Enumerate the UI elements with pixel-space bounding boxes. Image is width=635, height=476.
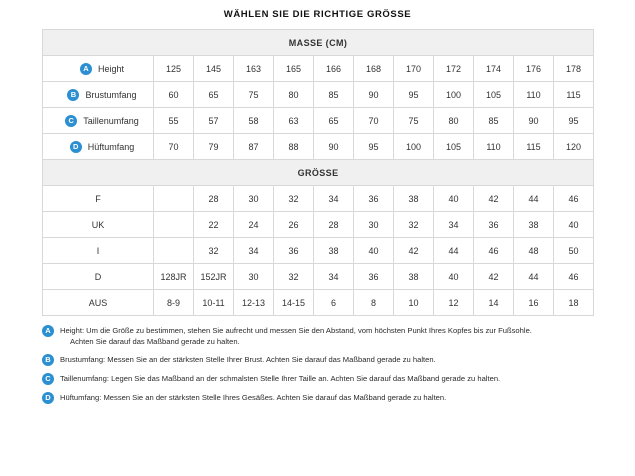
table-cell: 55 xyxy=(154,108,194,134)
table-cell: 88 xyxy=(274,134,314,160)
table-cell xyxy=(154,186,194,212)
table-cell: 36 xyxy=(354,186,394,212)
table-row xyxy=(43,186,594,212)
measurement-instructions xyxy=(42,325,593,404)
table-cell: 75 xyxy=(394,108,434,134)
table-cell xyxy=(154,212,194,238)
badge-b-icon: B xyxy=(42,354,54,366)
table-cell: 172 xyxy=(434,56,474,82)
table-cell: 178 xyxy=(554,56,594,82)
table-cell: 95 xyxy=(394,82,434,108)
table-cell: 120 xyxy=(554,134,594,160)
table-cell xyxy=(154,238,194,264)
row-label-uk: UK xyxy=(43,212,154,238)
note-item xyxy=(42,392,593,404)
table-cell: 10 xyxy=(394,290,434,316)
table-row xyxy=(43,134,594,160)
table-cell: 32 xyxy=(274,186,314,212)
table-cell: 87 xyxy=(234,134,274,160)
table-cell: 34 xyxy=(234,238,274,264)
table-cell: 40 xyxy=(354,238,394,264)
table-cell: 30 xyxy=(234,186,274,212)
table-cell: 105 xyxy=(434,134,474,160)
table-cell: 48 xyxy=(514,238,554,264)
table-cell: 46 xyxy=(474,238,514,264)
table-cell: 79 xyxy=(194,134,234,160)
table-cell: 44 xyxy=(514,186,554,212)
note-text xyxy=(60,392,446,403)
table-cell: 163 xyxy=(234,56,274,82)
measurements-section-header-row xyxy=(43,30,594,56)
table-cell: 28 xyxy=(314,212,354,238)
table-cell: 110 xyxy=(514,82,554,108)
note-text xyxy=(60,325,532,347)
table-row xyxy=(43,238,594,264)
table-cell: 105 xyxy=(474,82,514,108)
table-cell: 30 xyxy=(354,212,394,238)
table-cell: 12-13 xyxy=(234,290,274,316)
table-cell: 90 xyxy=(314,134,354,160)
table-cell: 42 xyxy=(474,186,514,212)
table-cell: 12 xyxy=(434,290,474,316)
table-cell: 34 xyxy=(314,186,354,212)
row-label-brustumfang xyxy=(43,82,154,108)
badge-d-icon: D xyxy=(70,141,82,153)
row-label-f: F xyxy=(43,186,154,212)
note-line-1: Taillenumfang: Legen Sie das Maßband an der schmalsten Stelle Ihrer Taille an. Achten Sie darauf das Maßband gerade zu halten. xyxy=(60,374,501,383)
row-label-d: D xyxy=(43,264,154,290)
table-cell: 16 xyxy=(514,290,554,316)
table-cell: 26 xyxy=(274,212,314,238)
table-cell: 32 xyxy=(194,238,234,264)
row-label-text: Hüftumfang xyxy=(87,141,135,152)
table-cell: 95 xyxy=(354,134,394,160)
table-row xyxy=(43,290,594,316)
note-line-1: Hüftumfang: Messen Sie an der stärksten Stelle Ihres Gesäßes. Achten Sie darauf das Maßband gerade zu halten. xyxy=(60,393,447,402)
row-label-aus: AUS xyxy=(43,290,154,316)
table-cell: 145 xyxy=(194,56,234,82)
table-cell: 38 xyxy=(314,238,354,264)
table-cell: 30 xyxy=(234,264,274,290)
sizes-header-cell: GRÖSSE xyxy=(43,160,594,186)
table-cell: 100 xyxy=(434,82,474,108)
badge-a-icon: A xyxy=(80,63,92,75)
table-cell: 165 xyxy=(274,56,314,82)
row-label-height xyxy=(43,56,154,82)
note-line-2: Achten Sie darauf das Maßband gerade zu halten. xyxy=(70,337,240,346)
table-cell: 34 xyxy=(434,212,474,238)
table-cell: 80 xyxy=(274,82,314,108)
table-cell: 42 xyxy=(474,264,514,290)
table-cell: 110 xyxy=(474,134,514,160)
note-item xyxy=(42,354,593,366)
table-cell: 170 xyxy=(394,56,434,82)
note-line-1: Brustumfang: Messen Sie an der stärksten Stelle Ihrer Brust. Achten Sie darauf das Maßband gerade zu halten. xyxy=(60,355,436,364)
badge-d-icon: D xyxy=(42,392,54,404)
table-cell: 85 xyxy=(474,108,514,134)
table-cell: 6 xyxy=(314,290,354,316)
table-cell: 14-15 xyxy=(274,290,314,316)
table-cell: 32 xyxy=(394,212,434,238)
table-cell: 44 xyxy=(434,238,474,264)
table-cell: 60 xyxy=(154,82,194,108)
row-label-text: Taillenumfang xyxy=(83,115,139,126)
table-cell: 125 xyxy=(154,56,194,82)
table-cell: 22 xyxy=(194,212,234,238)
table-cell: 8 xyxy=(354,290,394,316)
table-cell: 8-9 xyxy=(154,290,194,316)
size-chart-table xyxy=(42,29,594,316)
row-label-hueftumfang xyxy=(43,134,154,160)
row-label-i: I xyxy=(43,238,154,264)
table-cell: 174 xyxy=(474,56,514,82)
table-cell: 90 xyxy=(354,82,394,108)
badge-c-icon: C xyxy=(42,373,54,385)
table-row xyxy=(43,212,594,238)
measurements-header-cell: MASSE (CM) xyxy=(43,30,594,56)
table-cell: 46 xyxy=(554,186,594,212)
table-row xyxy=(43,108,594,134)
badge-b-icon: B xyxy=(67,89,79,101)
table-cell: 65 xyxy=(314,108,354,134)
note-line-1: Height: Um die Größe zu bestimmen, stehen Sie aufrecht und messen Sie den Abstand, vom höchsten Punkt Ihres Kopfes bis zur Fußsohle. xyxy=(60,326,532,335)
table-cell: 38 xyxy=(394,264,434,290)
note-item xyxy=(42,325,593,347)
badge-c-icon: C xyxy=(65,115,77,127)
table-cell: 50 xyxy=(554,238,594,264)
table-cell: 63 xyxy=(274,108,314,134)
table-cell: 75 xyxy=(234,82,274,108)
table-cell: 40 xyxy=(434,264,474,290)
table-cell: 42 xyxy=(394,238,434,264)
table-cell: 40 xyxy=(434,186,474,212)
table-cell: 80 xyxy=(434,108,474,134)
table-cell: 46 xyxy=(554,264,594,290)
table-cell: 128JR xyxy=(154,264,194,290)
table-cell: 70 xyxy=(354,108,394,134)
table-cell: 85 xyxy=(314,82,354,108)
badge-a-icon: A xyxy=(42,325,54,337)
table-cell: 115 xyxy=(554,82,594,108)
sizes-section-header-row xyxy=(43,160,594,186)
table-row xyxy=(43,264,594,290)
note-item xyxy=(42,373,593,385)
table-cell: 24 xyxy=(234,212,274,238)
table-cell: 152JR xyxy=(194,264,234,290)
table-cell: 14 xyxy=(474,290,514,316)
row-label-text: Brustumfang xyxy=(85,89,137,100)
row-label-taillenumfang xyxy=(43,108,154,134)
table-cell: 176 xyxy=(514,56,554,82)
page-title: WÄHLEN SIE DIE RICHTIGE GRÖSSE xyxy=(223,9,412,20)
table-row xyxy=(43,82,594,108)
table-cell: 168 xyxy=(354,56,394,82)
row-label-text: Height xyxy=(97,63,124,74)
table-cell: 115 xyxy=(514,134,554,160)
table-cell: 65 xyxy=(194,82,234,108)
table-cell: 18 xyxy=(554,290,594,316)
table-cell: 36 xyxy=(474,212,514,238)
table-cell: 90 xyxy=(514,108,554,134)
table-cell: 36 xyxy=(354,264,394,290)
table-cell: 57 xyxy=(194,108,234,134)
table-cell: 70 xyxy=(154,134,194,160)
table-cell: 38 xyxy=(394,186,434,212)
table-cell: 32 xyxy=(274,264,314,290)
table-cell: 40 xyxy=(554,212,594,238)
table-cell: 38 xyxy=(514,212,554,238)
table-cell: 58 xyxy=(234,108,274,134)
table-cell: 95 xyxy=(554,108,594,134)
table-cell: 28 xyxy=(194,186,234,212)
note-text xyxy=(60,373,500,384)
table-cell: 34 xyxy=(314,264,354,290)
table-cell: 10-11 xyxy=(194,290,234,316)
table-row xyxy=(43,56,594,82)
table-cell: 44 xyxy=(514,264,554,290)
table-cell: 166 xyxy=(314,56,354,82)
note-text xyxy=(60,354,436,365)
table-cell: 36 xyxy=(274,238,314,264)
table-cell: 100 xyxy=(394,134,434,160)
